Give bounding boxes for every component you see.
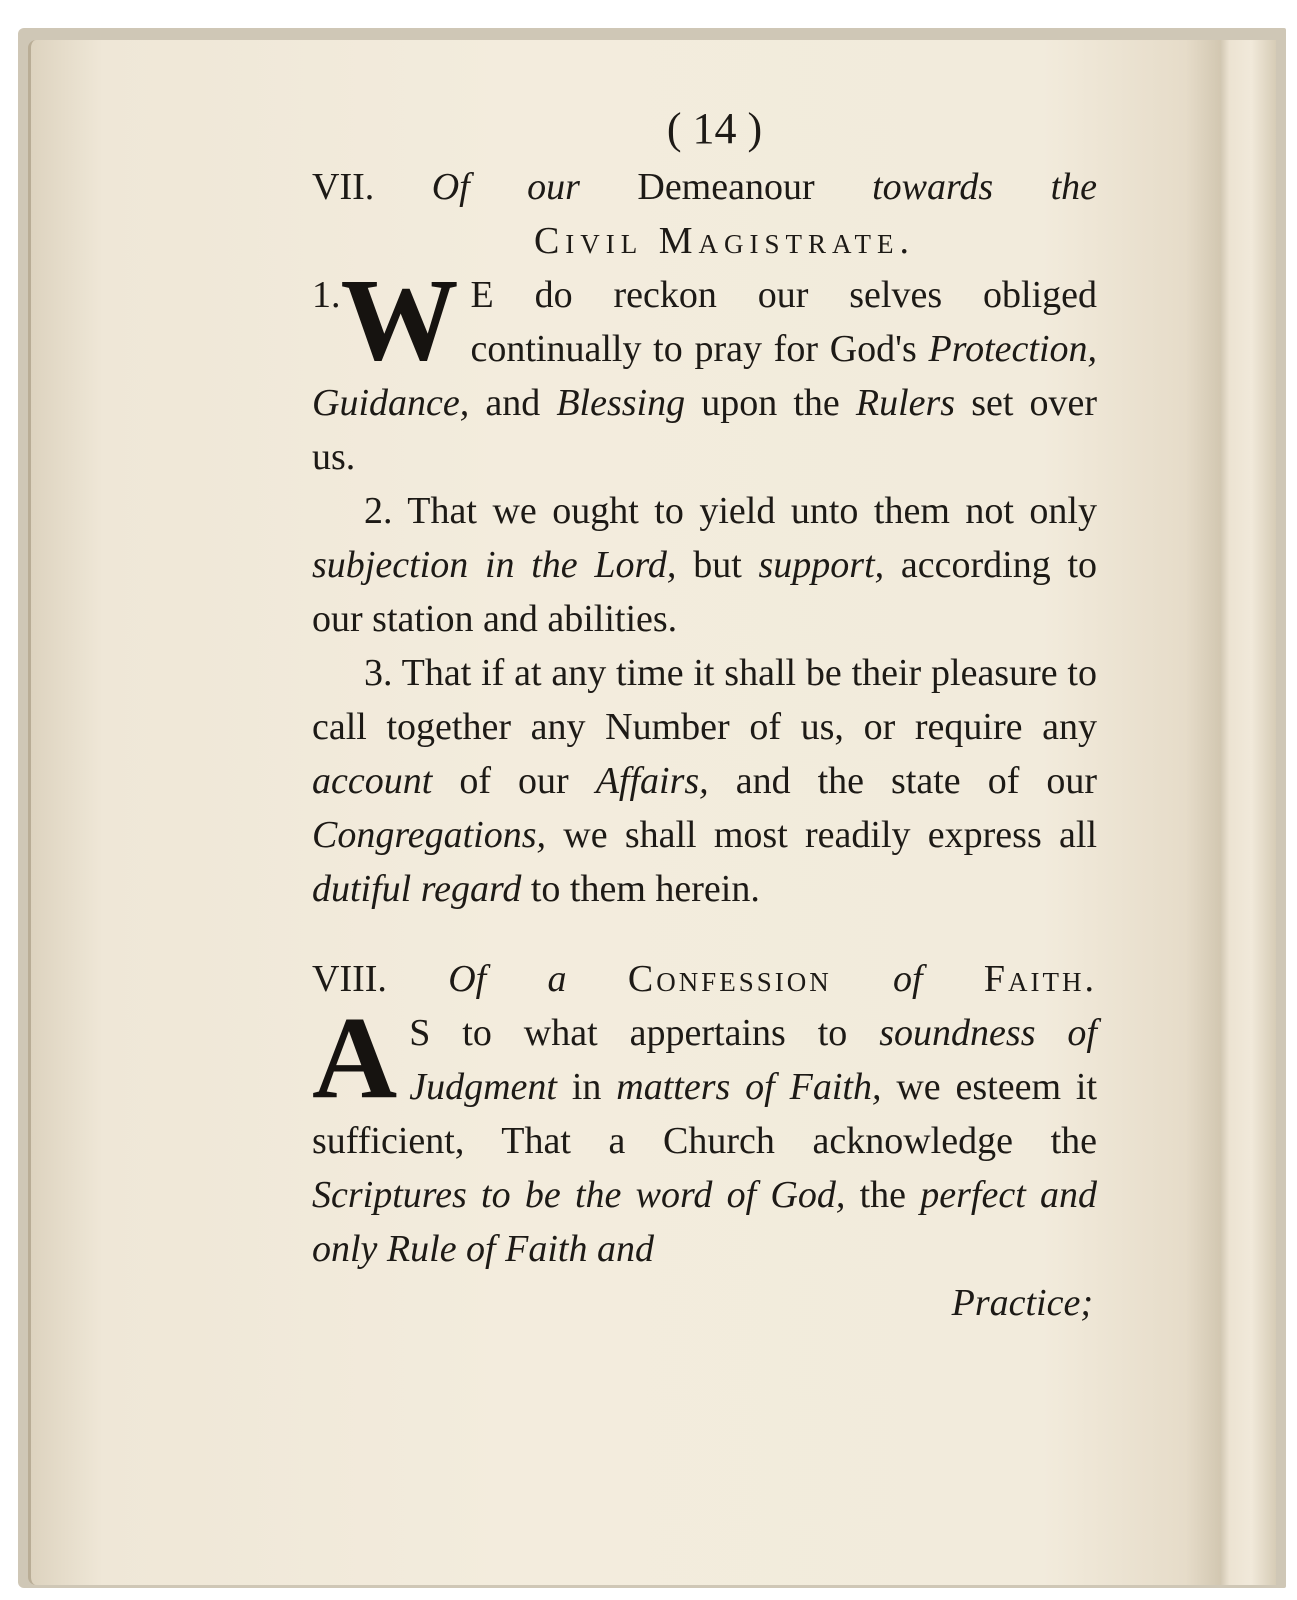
section-vii-heading (312, 160, 1097, 214)
text-run-italic: Congregations, (312, 814, 546, 856)
section-viii-paragraph (312, 992, 1098, 1276)
text-run-italic: Protection, Guidance, (312, 328, 1097, 424)
heading-word: Confession (627, 958, 832, 1000)
section-vii-subtitle: Civil Magistrate. (533, 220, 916, 262)
text-run: but (693, 544, 742, 586)
paragraph-1 (312, 254, 1098, 484)
text-run: to them herein. (530, 868, 760, 910)
heading-word: Of (448, 958, 487, 1000)
drop-cap: A (312, 992, 398, 1123)
drop-cap: W (340, 254, 459, 385)
page-number: ( 14 ) (666, 104, 763, 153)
section-gap (312, 916, 1097, 952)
page-text (312, 98, 1097, 1330)
text-run: in (571, 1066, 602, 1108)
paragraph-number: 1. (312, 274, 341, 316)
text-run: 3. That if at any time it shall be their pleasure to call together any Number of us, or require any (312, 652, 1097, 748)
text-run: we esteem it sufficient, That a Church acknowledge the (312, 1066, 1098, 1162)
text-run: upon the (701, 382, 840, 424)
text-run: and (485, 382, 541, 424)
text-run: the (859, 1174, 907, 1216)
text-run: S to what appertains to (409, 1012, 848, 1054)
heading-word: towards (872, 166, 994, 208)
section-viii-heading (312, 952, 1097, 1006)
heading-word: a (547, 958, 567, 1000)
next-page-edge (1214, 40, 1276, 1585)
text-run-italic: Affairs, (595, 760, 709, 802)
text-run: of our (459, 760, 569, 802)
section-numeral: VII. (312, 166, 375, 208)
text-run-italic: subjection in the Lord, (312, 544, 677, 586)
text-run-italic: Rulers (855, 382, 956, 424)
text-run: according to our station and abilities. (312, 544, 1098, 640)
heading-word: the (1050, 166, 1098, 208)
text-run: we shall most readily express all (563, 814, 1097, 856)
text-run-italic: account (312, 760, 433, 802)
heading-word: Faith. (983, 958, 1098, 1000)
heading-word: our (527, 166, 580, 208)
text-run-italic: dutiful regard (312, 868, 522, 910)
section-numeral: VIII. (312, 958, 387, 1000)
text-run-italic: Scriptures to be the word of God, (312, 1174, 846, 1216)
paragraph-3 (312, 646, 1097, 916)
heading-word: Of (431, 166, 470, 208)
text-run: E do reckon our selves obliged continually to pray for God's (470, 274, 1097, 370)
text-run-italic: Blessing (556, 382, 686, 424)
text-run: set over us. (312, 382, 1098, 478)
paragraph-2 (312, 484, 1097, 646)
catchword: Practice; (951, 1282, 1093, 1324)
text-run-italic: support, (758, 544, 885, 586)
heading-word: Demeanour (637, 166, 815, 208)
heading-word: of (893, 958, 923, 1000)
text-run-italic: soundness of Judgment (409, 1012, 1097, 1108)
text-run: 2. That we ought to yield unto them not only (364, 490, 1097, 532)
text-run-italic: matters of Faith, (616, 1066, 882, 1108)
paragraph-text (312, 992, 1098, 1276)
text-run: and the state of our (735, 760, 1098, 802)
text-run-italic: perfect and only Rule of Faith and (312, 1174, 1098, 1270)
